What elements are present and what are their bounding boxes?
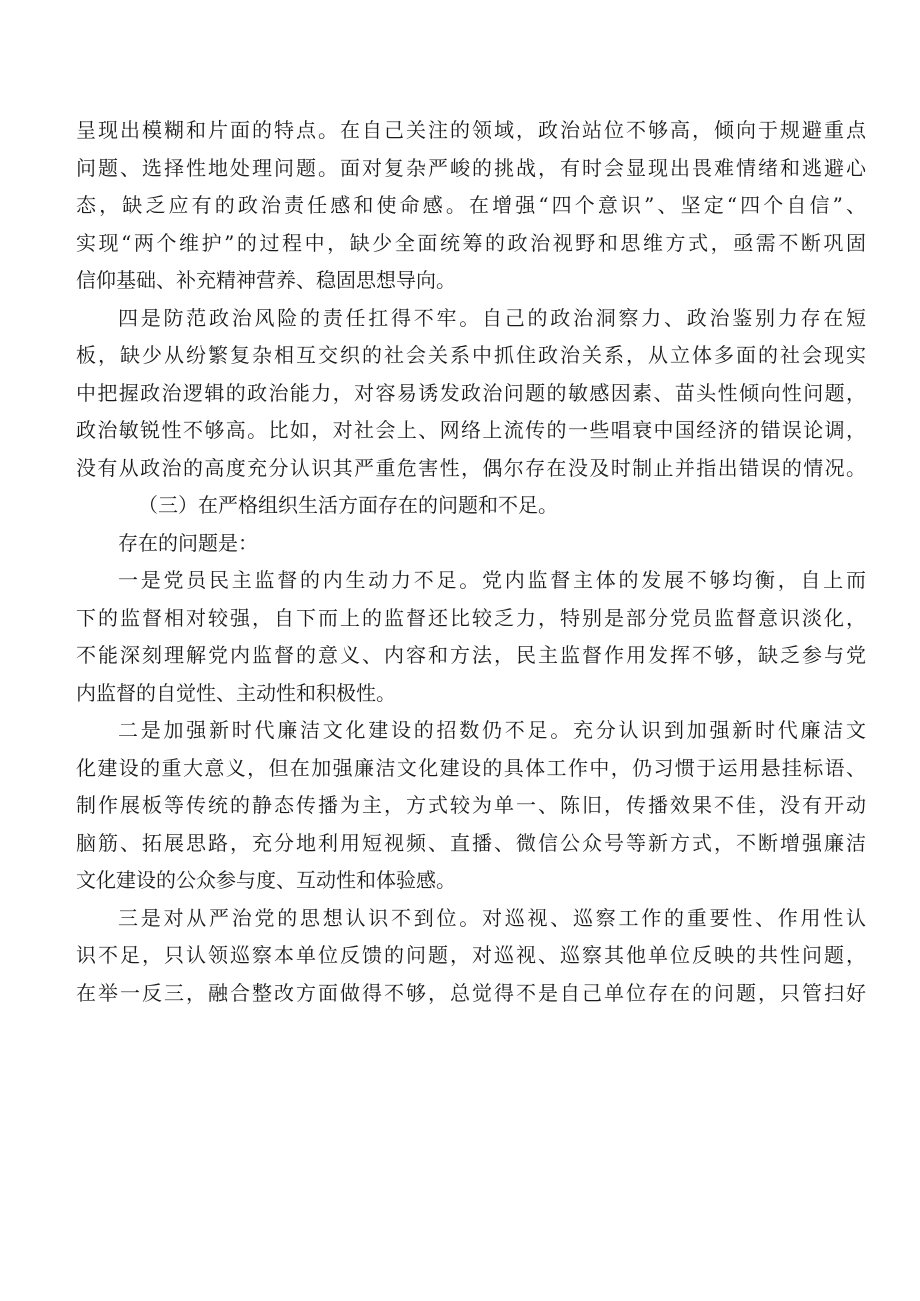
paragraph-continuation: [76, 112, 866, 300]
text-line: 文化建设的公众参与度、互动性和体验感。: [76, 868, 456, 892]
text-line: 一是党员民主监督的内生动力不足。党内监督主体的发展不够均衡，自上而: [118, 568, 866, 592]
text-line: 二是加强新时代廉洁文化建设的招数仍不足。充分认识到加强新时代廉洁文: [118, 718, 866, 742]
text-line: 政治敏锐性不够高。比如，对社会上、网络上流传的一些唱衰中国经济的错误论调，: [76, 418, 866, 442]
text-line: 板，缺少从纷繁复杂相互交织的社会关系中抓住政治关系，从立体多面的社会现实: [76, 343, 866, 367]
paragraph-strict-governance: [76, 900, 866, 1013]
section-heading-text: （三）在严格组织生活方面存在的问题和不足。: [138, 493, 558, 517]
text-line: 呈现出模糊和片面的特点。在自己关注的领域，政治站位不够高，倾向于规避重点: [76, 118, 866, 142]
text-line: 问题、选择性地处理问题。面对复杂严峻的挑战，有时会显现出畏难情绪和逃避心: [76, 155, 866, 180]
text-line: 中把握政治逻辑的政治能力，对容易诱发政治问题的敏感因素、苗头性倾向性问题，: [76, 380, 866, 405]
text-line: 内监督的自觉性、主动性和积极性。: [76, 680, 396, 705]
paragraph-integrity-culture: [76, 712, 866, 900]
section-heading: [76, 487, 866, 525]
text-line: 实现“两个维护”的过程中，缺少全面统筹的政治视野和思维方式，亟需不断巩固: [76, 230, 866, 255]
paragraph-political-risk: [76, 300, 866, 488]
text-line: 化建设的重大意义，但在加强廉洁文化建设的具体工作中，仍习惯于运用悬挂标语、: [76, 755, 866, 780]
text-line: 脑筋、拓展思路，充分地利用短视频、直播、微信公众号等新方式，不断增强廉洁: [76, 830, 866, 855]
text-line: 下的监督相对较强，自下而上的监督还比较乏力，特别是部分党员监督意识淡化，: [76, 605, 866, 630]
text-line: 不能深刻理解党内监督的意义、内容和方法，民主监督作用发挥不够，缺乏参与党: [76, 643, 866, 667]
text-line: 信仰基础、补充精神营养、稳固思想导向。: [76, 268, 456, 292]
text-line: 态，缺乏应有的政治责任感和使命感。在增强“四个意识”、坚定“四个自信”、: [76, 193, 866, 217]
paragraph-problems-intro: [76, 525, 866, 563]
text-line: 识不足，只认领巡察本单位反馈的问题，对巡视、巡察其他单位反映的共性问题，: [76, 943, 866, 967]
text-line: 三是对从严治党的思想认识不到位。对巡视、巡察工作的重要性、作用性认: [118, 905, 866, 930]
text-line: 没有从政治的高度充分认识其严重危害性，偶尔存在没及时制止并指出错误的情况。: [76, 455, 866, 480]
document-page: [76, 112, 866, 1012]
text-line: 在举一反三，融合整改方面做得不够，总觉得不是自己单位存在的问题，只管扫好: [76, 980, 866, 1005]
text-line: 存在的问题是：: [118, 530, 258, 555]
paragraph-democratic-supervision: [76, 562, 866, 712]
text-line: 制作展板等传统的静态传播为主，方式较为单一、陈旧，传播效果不佳，没有开动: [76, 793, 866, 817]
text-line: 四是防范政治风险的责任扛得不牢。自己的政治洞察力、政治鉴别力存在短: [118, 305, 866, 330]
